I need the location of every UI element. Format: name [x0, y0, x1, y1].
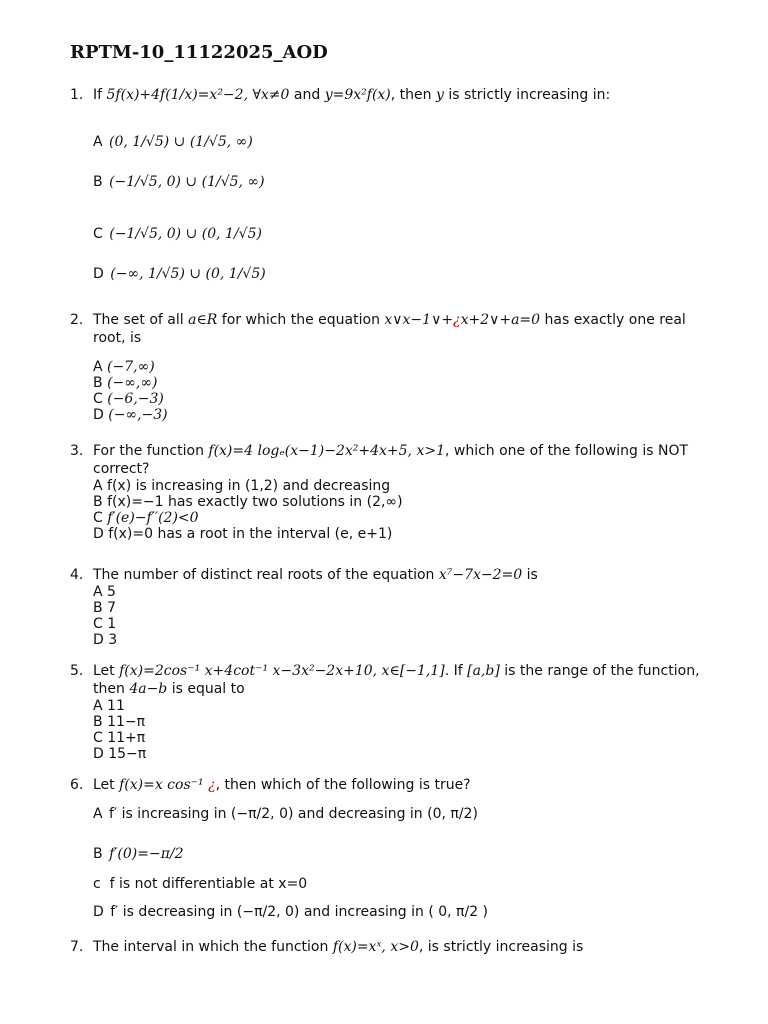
options-list — [93, 478, 720, 542]
question-number: 7. — [70, 939, 84, 955]
option-c: C (−1/√5, 0) ∪ (0, 1/√5) — [93, 226, 262, 242]
question-3 — [70, 442, 720, 542]
question-stem: If 5f(x)+4f(1/x)=x²−2, ∀x≠0 and y=9x²f(x), then y is strictly increasing in: — [93, 87, 611, 103]
question-stem: Let f(x)=2cos⁻¹ x+4cot⁻¹ x−3x²−2x+10, x∈[−1,1]. If [a,b] is the range of the function, then 4a−b is equal to — [93, 663, 700, 697]
question-5 — [70, 662, 720, 762]
question-stem: Let f(x)=x cos⁻¹ ¿, then which of the following is true? — [93, 777, 471, 793]
option-a: A (−7,∞) — [93, 359, 155, 375]
option-b: B 11−π — [93, 714, 146, 730]
question-7 — [70, 938, 720, 956]
option-a: A f(x) is increasing in (1,2) and decreasing — [93, 478, 391, 494]
question-1 — [70, 86, 720, 294]
question-number: 2. — [70, 312, 84, 328]
options-list — [93, 698, 720, 762]
option-b: B (−1/√5, 0) ∪ (1/√5, ∞) — [93, 174, 265, 190]
question-number: 5. — [70, 663, 84, 679]
question-number: 6. — [70, 777, 84, 793]
option-b: B (−∞,∞) — [93, 375, 158, 391]
question-4 — [70, 566, 720, 648]
option-d: D (−∞, 1/√5) ∪ (0, 1/√5) — [93, 266, 266, 282]
options-list — [93, 584, 720, 648]
option-d: D f(x)=0 has a root in the interval (e, e+1) — [93, 526, 393, 542]
option-c: c f is not differentiable at x=0 — [93, 876, 308, 892]
question-number: 1. — [70, 87, 84, 103]
option-a: A (0, 1/√5) ∪ (1/√5, ∞) — [93, 134, 253, 150]
option-b: B 7 — [93, 600, 116, 616]
question-2 — [70, 311, 720, 423]
option-b: B f′(0)=−π/2 — [93, 846, 184, 862]
option-d: D 3 — [93, 632, 118, 648]
options-list — [93, 794, 720, 932]
question-number: 4. — [70, 567, 84, 583]
option-a: A f′ is increasing in (−π/2, 0) and decreasing in (0, π/2) — [93, 806, 478, 822]
question-stem: The interval in which the function f(x)=xˣ, x>0, is strictly increasing is — [93, 939, 584, 955]
option-d: D f′ is decreasing in (−π/2, 0) and increasing in ( 0, π/2 ) — [93, 904, 489, 920]
question-stem: The set of all a∈R for which the equation x∨x−1∨+¿x+2∨+a=0 has exactly one real root, is — [93, 312, 686, 346]
question-stem: The number of distinct real roots of the equation x⁷−7x−2=0 is — [93, 567, 538, 583]
question-stem: For the function f(x)=4 logₑ(x−1)−2x²+4x+5, x>1, which one of the following is NOT correct? — [93, 443, 689, 477]
option-c: C (−6,−3) — [93, 391, 164, 407]
option-a: A 11 — [93, 698, 125, 714]
option-c: C 11+π — [93, 730, 146, 746]
option-d: D (−∞,−3) — [93, 407, 168, 423]
question-number: 3. — [70, 443, 84, 459]
option-c: C 1 — [93, 616, 117, 632]
options-list — [93, 122, 720, 294]
option-c: C f′(e)−f′′(2)<0 — [93, 510, 199, 526]
question-6 — [70, 776, 720, 932]
option-a: A 5 — [93, 584, 116, 600]
option-b: B f(x)=−1 has exactly two solutions in (2,∞) — [93, 494, 403, 510]
options-list — [93, 359, 720, 423]
option-d: D 15−π — [93, 746, 147, 762]
page-title: RPTM-10_11122025_AOD — [70, 42, 328, 63]
